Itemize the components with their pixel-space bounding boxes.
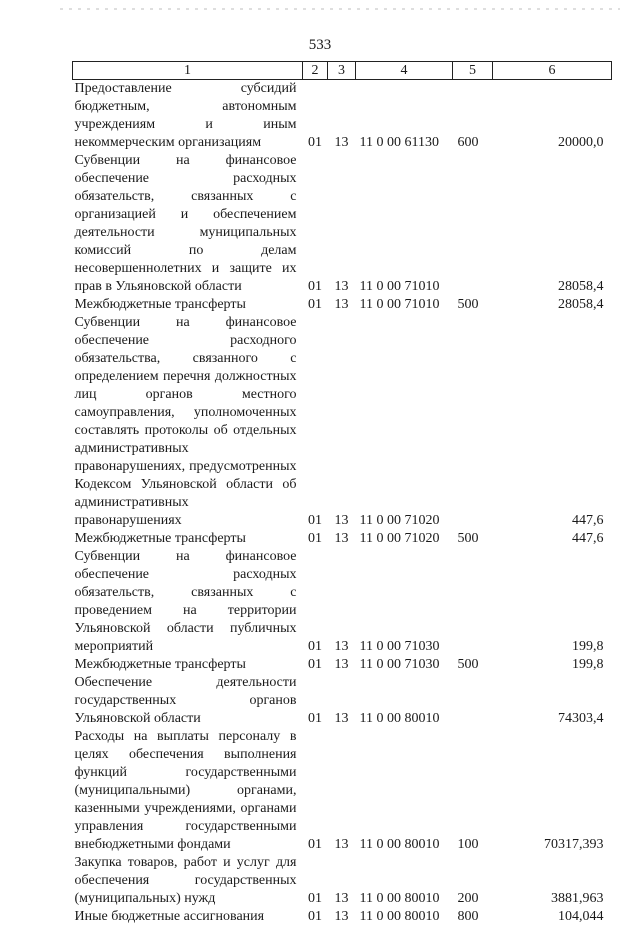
row-subsection: 13 (328, 548, 356, 656)
row-amount: 3881,963 (493, 854, 612, 908)
row-name: Обеспечение деятельности государственных органов Ульяновской области (73, 674, 303, 728)
row-name: Иные бюджетные ассигнования (73, 908, 303, 926)
table-row (73, 854, 612, 908)
column-header-subsection: 3 (328, 62, 356, 80)
row-expense-type (453, 674, 493, 728)
row-subsection: 13 (328, 728, 356, 854)
row-name: Расходы на выплаты персоналу в целях обеспечения выполнения функций государственными (муниципальными) органами, казенными учреждениями, органами управления государственными внебюджетными фондами (73, 728, 303, 854)
row-name: Предоставление субсидий бюджетным, автономным учреждениям и иным некоммерческим организациям (73, 80, 303, 153)
row-section: 01 (303, 152, 328, 296)
table-row (73, 152, 612, 296)
table-row (73, 674, 612, 728)
row-expense-type: 500 (453, 296, 493, 314)
row-name: Межбюджетные трансферты (73, 296, 303, 314)
row-expense-type: 500 (453, 530, 493, 548)
table-row (73, 296, 612, 314)
row-expense-type (453, 314, 493, 530)
row-subsection: 13 (328, 674, 356, 728)
row-name: Субвенции на финансовое обеспечение расходных обязательств, связанных с проведением на территории Ульяновской области публичных мероприятий (73, 548, 303, 656)
row-target-item: 11 0 00 80010 (356, 728, 453, 854)
row-amount: 74303,4 (493, 674, 612, 728)
row-expense-type: 100 (453, 728, 493, 854)
row-target-item: 11 0 00 61130 (356, 80, 453, 153)
row-subsection: 13 (328, 80, 356, 153)
row-amount: 447,6 (493, 314, 612, 530)
row-expense-type: 800 (453, 908, 493, 926)
row-amount: 104,044 (493, 908, 612, 926)
table-row (73, 314, 612, 530)
row-section: 01 (303, 296, 328, 314)
row-section: 01 (303, 854, 328, 908)
row-expense-type (453, 548, 493, 656)
table-body (73, 80, 612, 926)
row-section: 01 (303, 728, 328, 854)
row-name: Субвенции на финансовое обеспечение расходных обязательств, связанных с организацией и обеспечением деятельности муниципальных комиссий по делам несовершеннолетних и защите их прав в Ульяновской области (73, 152, 303, 296)
table-row (73, 530, 612, 548)
table-row (73, 80, 612, 153)
row-amount: 447,6 (493, 530, 612, 548)
row-target-item: 11 0 00 71020 (356, 530, 453, 548)
row-amount: 199,8 (493, 656, 612, 674)
row-expense-type: 200 (453, 854, 493, 908)
row-subsection: 13 (328, 530, 356, 548)
row-target-item: 11 0 00 80010 (356, 908, 453, 926)
row-target-item: 11 0 00 71010 (356, 296, 453, 314)
row-amount: 199,8 (493, 548, 612, 656)
row-target-item: 11 0 00 80010 (356, 854, 453, 908)
row-section: 01 (303, 656, 328, 674)
row-name: Субвенции на финансовое обеспечение расходного обязательства, связанного с определением перечня должностных лиц органов местного самоуправления, уполномоченных составлять протоколы об отдельных административных правонарушениях, предусмотренных Кодексом Ульяновской области об административных правонарушениях (73, 314, 303, 530)
table-row (73, 656, 612, 674)
row-subsection: 13 (328, 908, 356, 926)
row-amount: 70317,393 (493, 728, 612, 854)
row-section: 01 (303, 674, 328, 728)
row-section: 01 (303, 530, 328, 548)
row-section: 01 (303, 548, 328, 656)
row-name: Межбюджетные трансферты (73, 656, 303, 674)
row-expense-type: 500 (453, 656, 493, 674)
row-target-item: 11 0 00 80010 (356, 674, 453, 728)
budget-table (72, 61, 612, 926)
row-expense-type (453, 152, 493, 296)
row-amount: 28058,4 (493, 152, 612, 296)
column-header-section: 2 (303, 62, 328, 80)
row-subsection: 13 (328, 854, 356, 908)
row-target-item: 11 0 00 71010 (356, 152, 453, 296)
column-header-name: 1 (73, 62, 303, 80)
row-name: Закупка товаров, работ и услуг для обеспечения государственных (муниципальных) нужд (73, 854, 303, 908)
row-subsection: 13 (328, 152, 356, 296)
page-number: 533 (0, 37, 640, 54)
table-row (73, 908, 612, 926)
row-expense-type: 600 (453, 80, 493, 153)
row-amount: 28058,4 (493, 296, 612, 314)
row-section: 01 (303, 80, 328, 153)
row-subsection: 13 (328, 296, 356, 314)
header-row (73, 62, 612, 80)
column-header-target-item: 4 (356, 62, 453, 80)
table-row (73, 548, 612, 656)
row-target-item: 11 0 00 71020 (356, 314, 453, 530)
row-section: 01 (303, 314, 328, 530)
scan-artifact (60, 8, 620, 10)
table-row (73, 728, 612, 854)
row-name: Межбюджетные трансферты (73, 530, 303, 548)
row-section: 01 (303, 908, 328, 926)
row-target-item: 11 0 00 71030 (356, 548, 453, 656)
row-target-item: 11 0 00 71030 (356, 656, 453, 674)
column-header-amount: 6 (493, 62, 612, 80)
column-header-expense-type: 5 (453, 62, 493, 80)
row-subsection: 13 (328, 656, 356, 674)
row-amount: 20000,0 (493, 80, 612, 153)
row-subsection: 13 (328, 314, 356, 530)
